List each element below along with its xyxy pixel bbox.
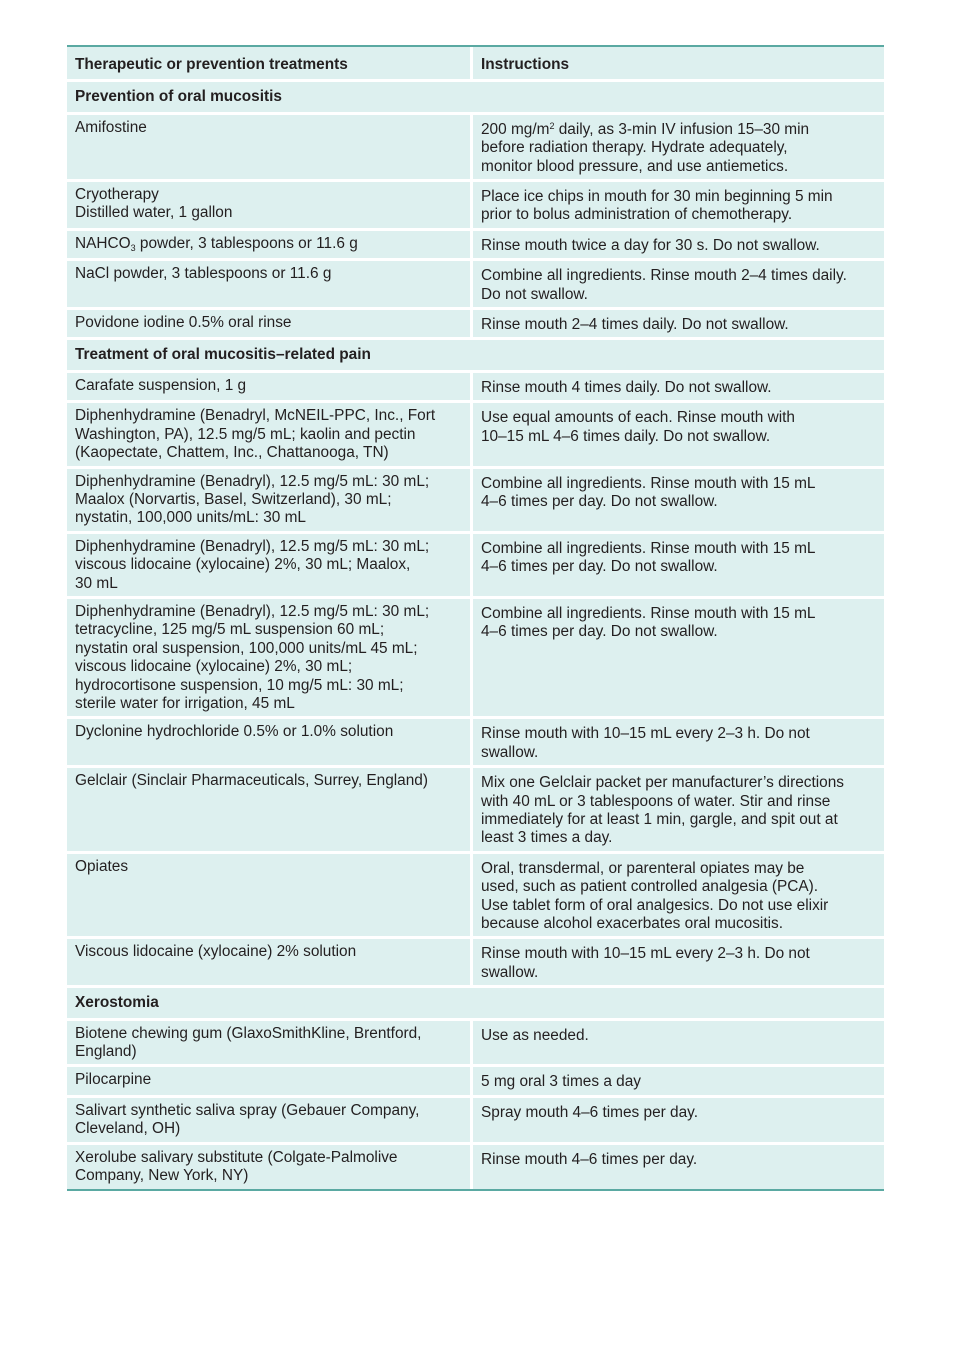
instruction-text-part: 200 mg/m [481,120,550,138]
instruction-cell: Mix one Gelclair packet per manufacturer’s directions with 40 mL or 3 tablespoons of water. Stir and rinse immediately for at least 1 min, gargle, and spit out at least 3 times a day. [481,774,844,847]
table-row [67,534,884,599]
table-row [67,310,884,340]
instruction-cell: Combine all ingredients. Rinse mouth with 15 mL 4–6 times per day. Do not swallow. [481,604,816,641]
treatment-cell: Povidone iodine 0.5% oral rinse [67,310,473,337]
instruction-cell: Rinse mouth with 10–15 mL every 2–3 h. Do not swallow. [481,725,810,761]
table-row [67,469,884,534]
treatment-cell: Diphenhydramine (Benadryl), 12.5 mg/5 mL: 30 mL; Maalox (Norvartis, Basel, Switzerland), 30 mL; nystatin, 100,000 units/mL: 30 mL [67,469,473,531]
treatment-text-part: NAHCO [75,234,131,252]
table-row [67,1067,884,1097]
section-title: Prevention of oral mucositis [75,88,282,106]
column-header-instructions: Instructions [481,56,570,73]
instruction-cell: Combine all ingredients. Rinse mouth 2–4 times daily. Do not swallow. [481,267,847,303]
instruction-cell: Oral, transdermal, or parenteral opiates may be used, such as patient controlled analgesia (PCA). Use tablet form of oral analgesics. Do not use elixir because alcohol exacerbates oral mucositis. [481,859,829,933]
table-row [67,1098,884,1145]
table-row [67,939,884,988]
section-title: Treatment of oral mucositis–related pain [75,346,371,364]
section-header-row [67,340,884,372]
table-row [67,115,884,182]
instruction-cell: Combine all ingredients. Rinse mouth with 15 mL 4–6 times per day. Do not swallow. [481,539,816,576]
instruction-cell: 5 mg oral 3 times a day [481,1073,641,1091]
treatment-cell: Carafate suspension, 1 g [67,373,473,400]
treatment-cell: Diphenhydramine (Benadryl), 12.5 mg/5 mL: 30 mL; viscous lidocaine (xylocaine) 2%, 30 mL; Maalox, 30 mL [67,534,473,596]
instruction-cell: Use equal amounts of each. Rinse mouth with 10–15 mL 4–6 times daily. Do not swallow. [481,409,795,445]
treatment-cell: Dyclonine hydrochloride 0.5% or 1.0% solution [67,719,473,765]
treatment-table [67,45,884,1191]
table-row [67,182,884,231]
treatment-cell: Diphenhydramine (Benadryl, McNEIL-PPC, Inc., Fort Washington, PA), 12.5 mg/5 mL; kaolin and pectin (Kaopectate, Chattem, Inc., Chattanooga, TN) [67,403,473,465]
table-row [67,403,884,468]
table-row [67,768,884,854]
treatment-cell: Biotene chewing gum (GlaxoSmithKline, Brentford, England) [67,1021,473,1065]
treatment-cell: Xerolube salivary substitute (Colgate-Palmolive Company, New York, NY) [67,1145,473,1189]
instruction-cell: Combine all ingredients. Rinse mouth with 15 mL 4–6 times per day. Do not swallow. [481,474,816,510]
table-row [67,261,884,310]
table-row [67,719,884,768]
treatment-cell: Cryotherapy Distilled water, 1 gallon [67,182,473,228]
table-row [67,599,884,719]
instruction-cell: Rinse mouth twice a day for 30 s. Do not swallow. [481,236,820,254]
instruction-cell: Place ice chips in mouth for 30 min beginning 5 min prior to bolus administration of chemotherapy. [481,188,833,224]
treatment-cell: Salivart synthetic saliva spray (Gebauer Company, Cleveland, OH) [67,1098,473,1142]
table-row [67,373,884,403]
treatment-cell: Gelclair (Sinclair Pharmaceuticals, Surrey, England) [67,768,473,851]
instruction-cell: Rinse mouth 2–4 times daily. Do not swallow. [481,316,789,334]
instruction-cell: Rinse mouth 4–6 times per day. [481,1150,698,1168]
table-row [67,1021,884,1068]
instruction-text-part: daily, as 3-min IV infusion 15–30 min before radiation therapy. Hydrate adequately, monitor blood pressure, and use antiemetics. [481,120,810,175]
table-row [67,1145,884,1189]
section-header-row [67,82,884,114]
treatment-cell: Amifostine [67,115,473,179]
instruction-cell [473,115,884,179]
instruction-cell: Use as needed. [481,1026,589,1044]
treatment-cell: Diphenhydramine (Benadryl), 12.5 mg/5 mL: 30 mL; tetracycline, 125 mg/5 mL suspension 60 mL; nystatin oral suspension, 100,000 units/mL 45 mL; viscous lidocaine (xylocaine) 2%, 30 mL; hydrocortisone suspension, 10 mg/5 mL: 30 mL; sterile water for irrigation, 45 mL [67,599,473,716]
instruction-cell: Rinse mouth 4 times daily. Do not swallow. [481,378,772,396]
section-title: Xerostomia [75,994,159,1012]
treatment-cell: NaCl powder, 3 tablespoons or 11.6 g [67,261,473,307]
superscript: 2 [549,120,555,131]
treatment-text-part: powder, 3 tablespoons or 11.6 g [135,234,358,252]
subscript: 3 [130,242,136,253]
table-row [67,231,884,261]
treatment-cell: Viscous lidocaine (xylocaine) 2% solution [67,939,473,985]
instruction-cell: Spray mouth 4–6 times per day. [481,1103,699,1121]
treatment-cell: Pilocarpine [67,1067,473,1094]
table-header-row [67,47,884,82]
section-header-row [67,988,884,1020]
table-row [67,854,884,940]
column-header-treatments: Therapeutic or prevention treatments [67,47,473,79]
treatment-cell: Opiates [67,854,473,937]
instruction-cell: Rinse mouth with 10–15 mL every 2–3 h. Do not swallow. [481,945,810,981]
treatment-cell [67,231,473,258]
